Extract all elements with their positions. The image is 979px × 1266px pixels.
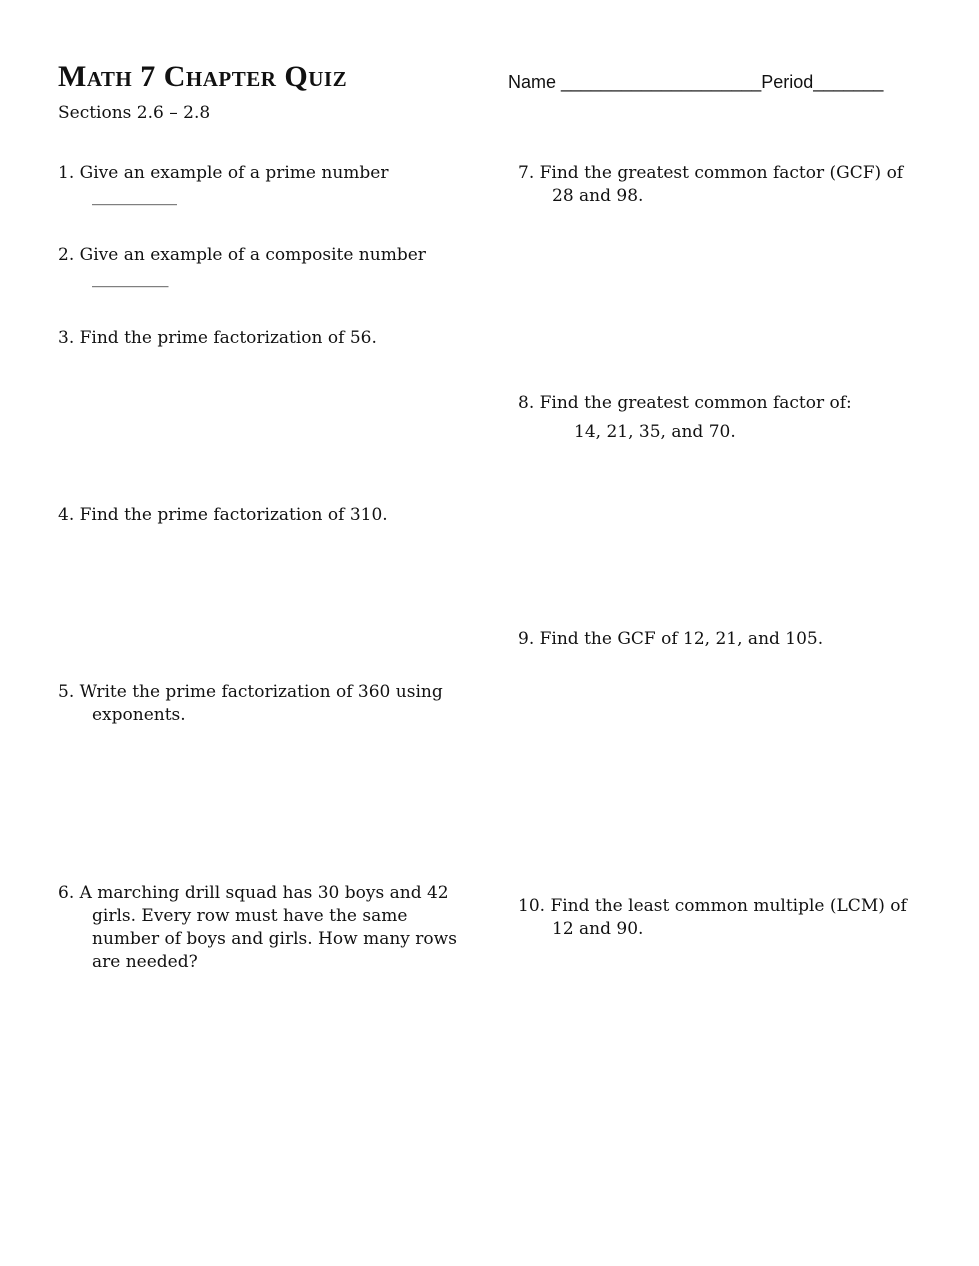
name-period-line: Name ____________________Period_______	[508, 72, 884, 92]
question-1-text: 1. Give an example of a prime number	[58, 163, 389, 183]
question-5-line-1: 5. Write the prime factorization of 360 using	[58, 682, 443, 702]
question-10-line-2: 12 and 90.	[552, 919, 644, 939]
question-6-line-3: number of boys and girls. How many rows	[92, 929, 457, 949]
question-1-answer-blank: __________	[92, 186, 177, 206]
question-6-line-2: girls. Every row must have the same	[92, 906, 408, 926]
question-8	[518, 392, 852, 444]
page-subtitle: Sections 2.6 – 2.8	[58, 103, 211, 123]
question-6	[58, 882, 457, 974]
question-2	[58, 244, 426, 290]
question-4	[58, 504, 388, 527]
question-5	[58, 681, 443, 727]
question-5-line-2: exponents.	[92, 705, 186, 725]
question-10	[518, 895, 907, 941]
question-9	[518, 628, 823, 651]
question-6-line-4: are needed?	[92, 952, 198, 972]
question-6-line-1: 6. A marching drill squad has 30 boys and 42	[58, 883, 449, 903]
question-9-text: 9. Find the GCF of 12, 21, and 105.	[518, 629, 824, 649]
question-3-text: 3. Find the prime factorization of 56.	[58, 328, 377, 348]
question-8-line-2: 14, 21, 35, and 70.	[574, 422, 736, 442]
question-2-answer-blank: _________	[92, 268, 169, 288]
question-7	[518, 162, 903, 208]
page-title: Math 7 Chapter Quiz	[58, 60, 348, 93]
question-1	[58, 162, 388, 208]
question-7-line-2: 28 and 98.	[552, 186, 644, 206]
question-3	[58, 327, 377, 350]
question-8-line-1: 8. Find the greatest common factor of:	[518, 393, 852, 413]
question-4-text: 4. Find the prime factorization of 310.	[58, 505, 388, 525]
question-7-line-1: 7. Find the greatest common factor (GCF) of	[518, 163, 904, 183]
question-10-line-1: 10. Find the least common multiple (LCM) of	[518, 896, 907, 916]
question-2-text: 2. Give an example of a composite number	[58, 245, 426, 265]
